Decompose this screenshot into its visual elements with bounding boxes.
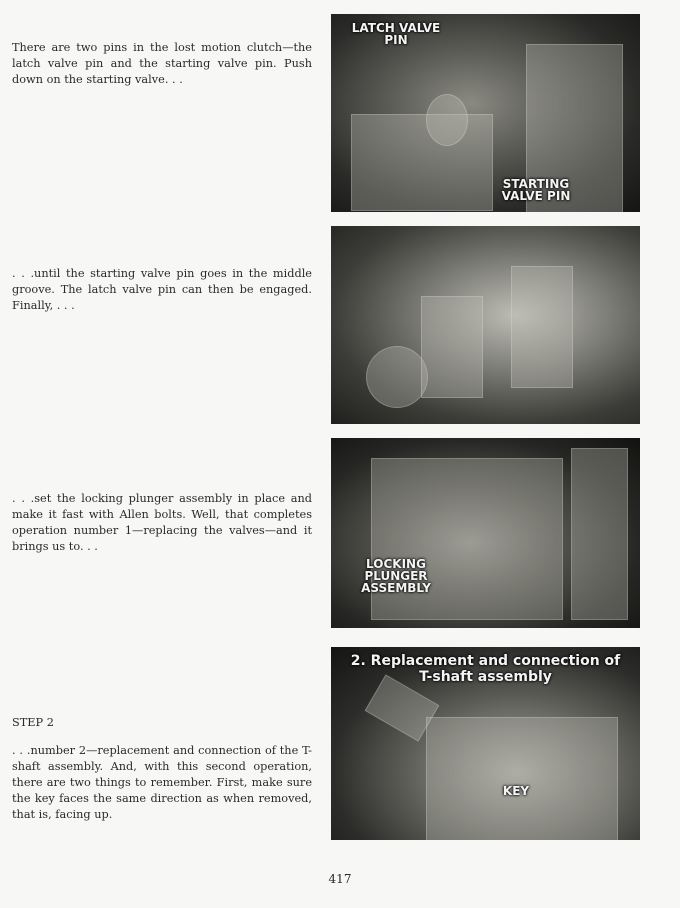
caption-1: There are two pins in the lost motion clutch—the latch valve pin and the starting valve pin. Push down on the starting valve. . . xyxy=(12,41,312,86)
label-latch-valve-pin: LATCH VALVE PIN xyxy=(351,21,441,47)
photo-title-line-2: T-shaft assembly xyxy=(419,669,552,685)
photo-title-line-1: 2. Replacement and connection of xyxy=(350,653,621,669)
label-starting-valve-pin: STARTING VALVE PIN xyxy=(501,177,571,203)
step-heading: STEP 2 xyxy=(12,716,54,729)
page-number: 417 xyxy=(328,872,352,886)
caption-2: . . .until the starting valve pin goes in the middle groove. The latch valve pin can then be engaged. Finally, . . . xyxy=(12,267,312,312)
label-key: KEY xyxy=(502,784,530,798)
caption-3: . . .set the locking plunger assembly in place and make it fast with Allen bolts. Well, that completes operation number 1—replacing the valves—and it brings us to. . . xyxy=(12,492,312,553)
photo-starting-valve-groove xyxy=(331,226,640,424)
label-locking-plunger-assembly: LOCKING PLUNGER ASSEMBLY xyxy=(361,557,431,595)
photo-locking-plunger xyxy=(331,438,640,628)
photo-latch-valve-pin xyxy=(331,14,640,212)
caption-4: . . .number 2—replacement and connection of the T-shaft assembly. And, with this second operation, there are two things to remember. First, make sure the key faces the same direction as when removed, that is, facing up. xyxy=(12,744,312,821)
photo-t-shaft-assembly xyxy=(331,647,640,840)
